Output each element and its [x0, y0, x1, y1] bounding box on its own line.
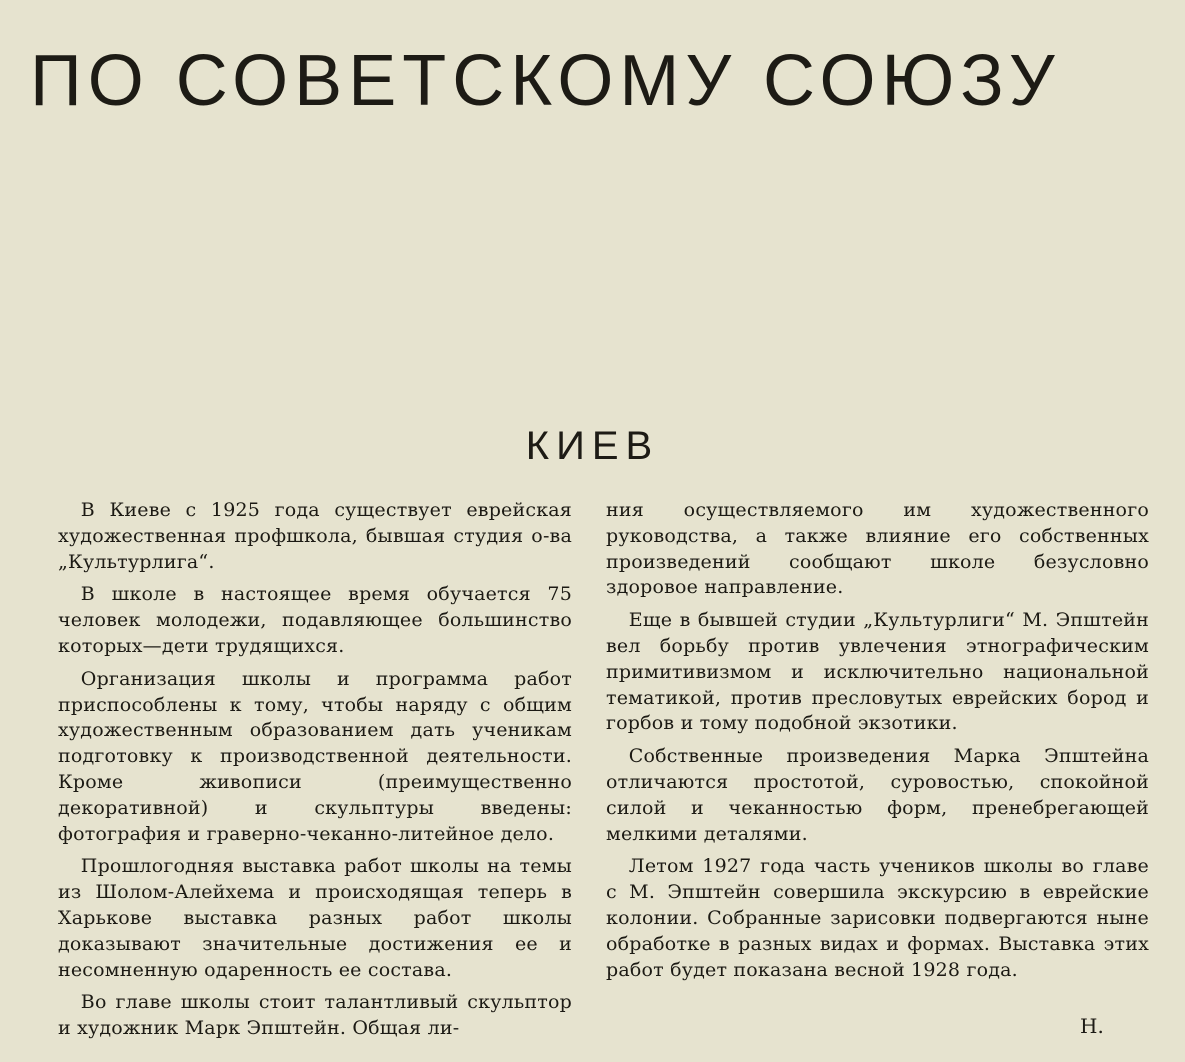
- paragraph: Летом 1927 года часть учеников школы во главе с М. Эпштейн совершила экскурсию в еврейские колонии. Собранные зарисовки подвергаются ныне обработке в разных видах и формах. Выставка этих работ будет показана весной 1928 года.: [606, 855, 1149, 981]
- author-signature: Н.: [1080, 1014, 1104, 1038]
- paragraph: ния осуществляемого им художественного руководства, а также влияние его собственных произведений сообщают школе безусловно здоровое направление.: [606, 499, 1149, 599]
- paragraph: В Киеве с 1925 года существует еврейская художественная профшкола, бывшая студия о-ва „Культурлига“.: [58, 499, 572, 573]
- article-title: КИЕВ: [525, 424, 660, 468]
- section-heading: ПО СОВЕТСКОМУ СОЮЗУ: [30, 41, 1061, 121]
- paragraph: Организация школы и программа работ приспособлены к тому, чтобы наряду с общим художественным образованием дать ученикам подготовку к производственной деятельности. Кроме живописи (преимущественно декоративной) и скульптуры введены: фотография и граверно-чеканно-литейное дело.: [58, 667, 572, 845]
- paragraph: Еще в бывшей студии „Культурлиги“ М. Эпштейн вел борьбу против увлечения этнографическим примитивизмом и исключительно национальной тематикой, против пресловутых еврейских бород и горбов и тому подобной экзотики.: [606, 609, 1149, 735]
- paragraph: Прошлогодняя выставка работ школы на темы из Шолом-Алейхема и происходящая теперь в Харькове выставка разных работ школы доказывают значительные достижения ее и несомненную одаренность ее состава.: [58, 855, 572, 981]
- right-column: [606, 498, 1149, 990]
- paragraph: В школе в настоящее время обучается 75 человек молодежи, подавляющее большинство которых—дети трудящихся.: [58, 583, 572, 657]
- paragraph: Собственные произведения Марка Эпштейна отличаются простотой, суровостью, спокойной силой и чеканностью форм, пренебрегающей мелкими деталями.: [606, 745, 1149, 845]
- left-column: [58, 498, 572, 1049]
- paragraph: Во главе школы стоит талантливый скульптор и художник Марк Эпштейн. Общая ли-: [58, 991, 572, 1040]
